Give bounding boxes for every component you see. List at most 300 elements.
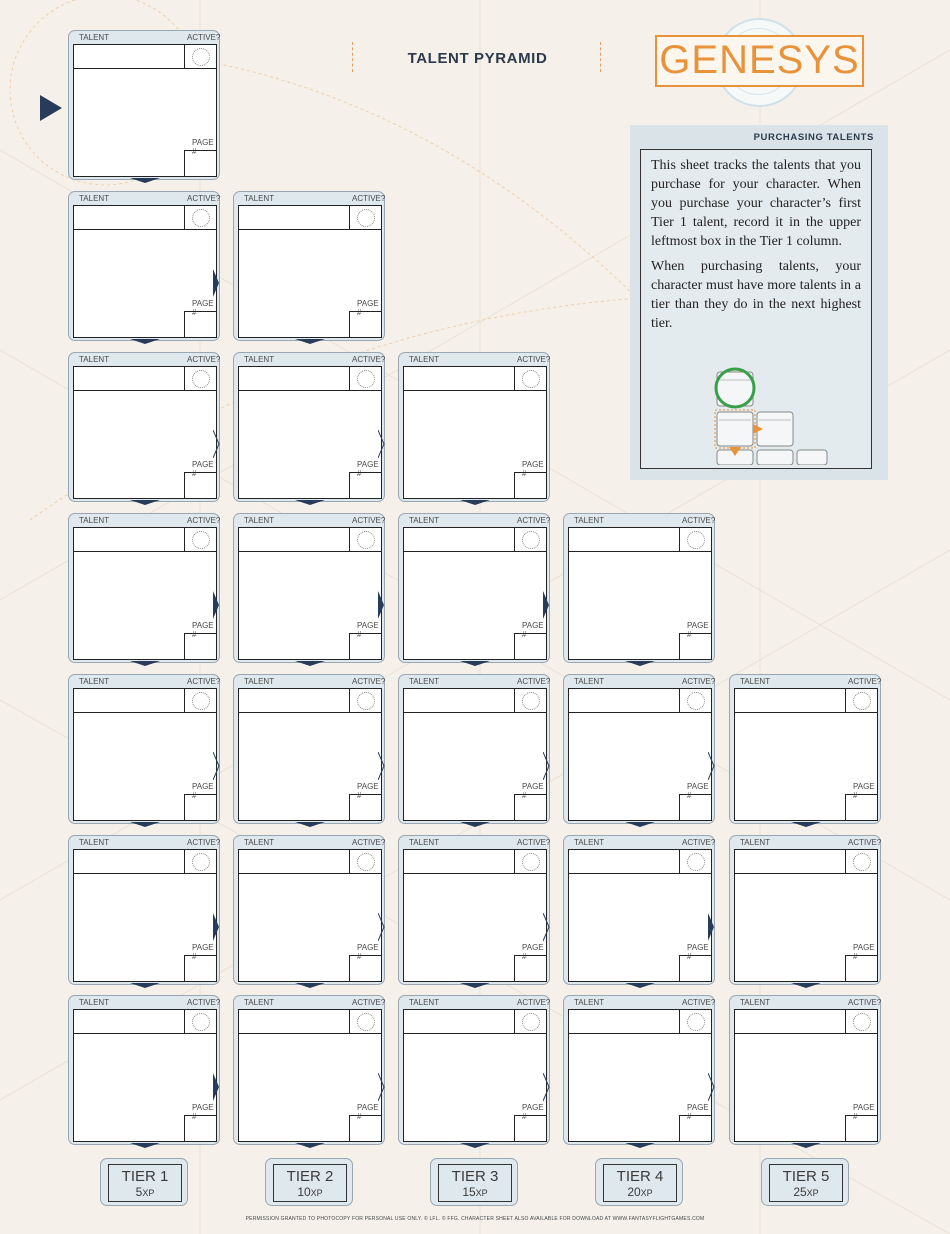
down-arrow-icon: [625, 661, 655, 666]
active-label: ACTIVE?: [352, 516, 386, 525]
down-arrow-icon: [295, 500, 325, 505]
talent-label: TALENT: [79, 838, 110, 847]
talent-label: TALENT: [740, 838, 771, 847]
card-frame: [398, 835, 550, 985]
down-arrow-icon: [130, 983, 160, 988]
talent-card[interactable]: [398, 835, 552, 987]
active-label: ACTIVE?: [352, 677, 386, 686]
page-number-field[interactable]: [184, 472, 217, 499]
talent-entry-area[interactable]: [568, 1009, 712, 1142]
active-checkbox[interactable]: [349, 367, 382, 390]
active-label: ACTIVE?: [352, 194, 386, 203]
talent-name-line: [404, 1033, 546, 1034]
active-checkbox[interactable]: [679, 689, 712, 712]
talent-card[interactable]: [729, 835, 883, 987]
card-frame: [563, 995, 715, 1145]
active-circle-icon: [853, 853, 871, 871]
active-label: ACTIVE?: [187, 677, 221, 686]
active-label: ACTIVE?: [517, 838, 551, 847]
talent-entry-area[interactable]: [568, 527, 712, 660]
page-title: TALENT PYRAMID: [407, 50, 548, 67]
active-checkbox[interactable]: [845, 850, 878, 873]
tier-tab-inner: [108, 1164, 182, 1202]
active-checkbox[interactable]: [349, 206, 382, 229]
talent-name-line: [569, 873, 711, 874]
card-frame: [68, 191, 220, 341]
tier-tab-frame: [100, 1158, 188, 1206]
active-checkbox[interactable]: [514, 1010, 547, 1033]
talent-card[interactable]: [398, 513, 552, 665]
right-arrow-outline-icon: [543, 1073, 550, 1101]
down-arrow-icon: [130, 661, 160, 666]
active-checkbox[interactable]: [184, 1010, 217, 1033]
tier-cost: [439, 1185, 511, 1199]
talent-entry-area[interactable]: [403, 1009, 547, 1142]
tier-cost: [109, 1185, 181, 1199]
talent-label: TALENT: [79, 355, 110, 364]
card-frame: [398, 513, 550, 663]
active-label: ACTIVE?: [352, 355, 386, 364]
down-arrow-icon: [460, 661, 490, 666]
page-label: PAGE #: [192, 621, 214, 639]
page-number-field[interactable]: [349, 1115, 382, 1142]
talent-entry-area[interactable]: [403, 849, 547, 982]
active-circle-icon: [357, 531, 375, 549]
down-arrow-icon: [791, 983, 821, 988]
down-arrow-icon: [460, 500, 490, 505]
active-circle-icon: [192, 853, 210, 871]
talent-label: TALENT: [740, 677, 771, 686]
talent-label: TALENT: [244, 516, 275, 525]
active-label: ACTIVE?: [682, 677, 716, 686]
tier-name: TIER 4: [616, 1168, 664, 1185]
talent-entry-area[interactable]: [734, 688, 878, 821]
talent-name-line: [239, 229, 381, 230]
active-label: ACTIVE?: [517, 516, 551, 525]
talent-name-line: [569, 1033, 711, 1034]
talent-label: TALENT: [409, 355, 440, 364]
right-arrow-outline-icon: [378, 913, 385, 941]
talent-name-line: [74, 1033, 216, 1034]
talent-entry-area[interactable]: [403, 527, 547, 660]
page-number-field[interactable]: [514, 472, 547, 499]
talent-name-line: [74, 390, 216, 391]
page-label: PAGE #: [192, 1103, 214, 1121]
card-frame: [233, 513, 385, 663]
tier-cost-unit: XP: [640, 1188, 653, 1198]
page-label: PAGE #: [687, 782, 709, 800]
talent-name-line: [239, 390, 381, 391]
talent-card[interactable]: [233, 191, 387, 343]
active-checkbox[interactable]: [845, 689, 878, 712]
talent-entry-area[interactable]: [73, 44, 217, 177]
page-number-field[interactable]: [679, 1115, 712, 1142]
talent-card[interactable]: [233, 835, 387, 987]
panel-paragraph: This sheet tracks the talents that you purchase for your character. When you purchase your character’s first Tier 1 talent, record it in the upper leftmost box in the Tier 1 column.: [651, 158, 861, 249]
talent-card[interactable]: [398, 995, 552, 1147]
card-frame: [563, 513, 715, 663]
talent-entry-area[interactable]: [73, 366, 217, 499]
active-circle-icon: [687, 1013, 705, 1031]
page-number-field[interactable]: [349, 472, 382, 499]
tier-cost-value: 5: [135, 1185, 143, 1199]
page-number-field[interactable]: [514, 633, 547, 660]
card-frame: [68, 352, 220, 502]
tier-cost: [274, 1185, 346, 1199]
talent-name-line: [74, 551, 216, 552]
talent-label: TALENT: [79, 194, 110, 203]
talent-card[interactable]: [398, 352, 552, 504]
active-label: ACTIVE?: [682, 838, 716, 847]
talent-name-line: [404, 551, 546, 552]
tier-tab-inner: [273, 1164, 347, 1202]
talent-card[interactable]: [68, 835, 222, 987]
active-checkbox[interactable]: [184, 206, 217, 229]
active-checkbox[interactable]: [514, 367, 547, 390]
logo-text: GENESYS: [659, 38, 860, 82]
talent-name-line: [735, 1033, 877, 1034]
page-label: PAGE #: [192, 299, 214, 317]
page-label: PAGE #: [192, 138, 214, 156]
talent-label: TALENT: [409, 998, 440, 1007]
active-label: ACTIVE?: [517, 355, 551, 364]
active-circle-icon: [192, 209, 210, 227]
page-number-field[interactable]: [679, 794, 712, 821]
card-frame: [729, 835, 881, 985]
active-circle-icon: [192, 1013, 210, 1031]
active-checkbox[interactable]: [349, 528, 382, 551]
page-number-field[interactable]: [514, 1115, 547, 1142]
active-label: ACTIVE?: [848, 838, 882, 847]
talent-entry-area[interactable]: [238, 205, 382, 338]
talent-entry-area[interactable]: [238, 1009, 382, 1142]
tier-tab-frame: [430, 1158, 518, 1206]
active-circle-icon: [522, 370, 540, 388]
active-circle-icon: [687, 692, 705, 710]
right-arrow-icon: [213, 591, 219, 619]
page-number-field[interactable]: [184, 633, 217, 660]
tier-label-tab: [100, 1158, 188, 1206]
page-number-field[interactable]: [349, 955, 382, 982]
talent-name-line: [239, 712, 381, 713]
talent-card[interactable]: [233, 513, 387, 665]
page-number-field[interactable]: [184, 955, 217, 982]
active-label: ACTIVE?: [682, 516, 716, 525]
active-circle-icon: [357, 209, 375, 227]
tier-cost-value: 15: [462, 1185, 476, 1199]
active-circle-icon: [192, 370, 210, 388]
talent-entry-area[interactable]: [403, 366, 547, 499]
page-number-field[interactable]: [514, 794, 547, 821]
page-label: PAGE #: [357, 1103, 379, 1121]
page-label: PAGE #: [522, 460, 544, 478]
card-frame: [233, 191, 385, 341]
right-arrow-outline-icon: [543, 913, 550, 941]
page-number-field[interactable]: [184, 311, 217, 338]
talent-entry-area[interactable]: [403, 688, 547, 821]
active-label: ACTIVE?: [187, 838, 221, 847]
talent-card[interactable]: [233, 995, 387, 1147]
talent-name-line: [239, 1033, 381, 1034]
down-arrow-icon: [460, 1143, 490, 1148]
talent-card[interactable]: [729, 674, 883, 826]
right-arrow-icon: [213, 913, 219, 941]
active-circle-icon: [357, 692, 375, 710]
active-checkbox[interactable]: [349, 1010, 382, 1033]
active-circle-icon: [357, 853, 375, 871]
talent-card[interactable]: [233, 674, 387, 826]
page-number-field[interactable]: [679, 955, 712, 982]
down-arrow-icon: [130, 822, 160, 827]
talent-name-line: [74, 873, 216, 874]
title-rule-right: [600, 42, 603, 72]
talent-entry-area[interactable]: [568, 849, 712, 982]
talent-card[interactable]: [68, 513, 222, 665]
down-arrow-icon: [130, 339, 160, 344]
tier-tab-inner: [438, 1164, 512, 1202]
talent-entry-area[interactable]: [73, 1009, 217, 1142]
page-label: PAGE #: [687, 1103, 709, 1121]
active-circle-icon: [357, 1013, 375, 1031]
page-number-field[interactable]: [184, 1115, 217, 1142]
page-label: PAGE #: [192, 943, 214, 961]
purchasing-talents-panel: [630, 125, 888, 480]
talent-card[interactable]: [68, 995, 222, 1147]
page-label: PAGE #: [192, 782, 214, 800]
right-arrow-outline-icon: [213, 752, 220, 780]
tier-label-tab: [595, 1158, 683, 1206]
page-label: PAGE #: [357, 782, 379, 800]
tier-name: TIER 3: [451, 1168, 499, 1185]
card-frame: [233, 352, 385, 502]
right-arrow-outline-icon: [708, 752, 715, 780]
talent-entry-area[interactable]: [73, 849, 217, 982]
active-checkbox[interactable]: [514, 528, 547, 551]
talent-entry-area[interactable]: [73, 205, 217, 338]
tier-name: TIER 1: [121, 1168, 169, 1185]
talent-card[interactable]: [563, 513, 717, 665]
page-number-field[interactable]: [349, 633, 382, 660]
right-arrow-icon: [378, 591, 384, 619]
tier-label-tab: [761, 1158, 849, 1206]
talent-label: TALENT: [79, 998, 110, 1007]
active-label: ACTIVE?: [187, 355, 221, 364]
active-circle-icon: [522, 1013, 540, 1031]
page-number-field[interactable]: [679, 633, 712, 660]
page-number-field[interactable]: [349, 794, 382, 821]
active-checkbox[interactable]: [184, 367, 217, 390]
down-arrow-icon: [295, 983, 325, 988]
page-label: PAGE #: [687, 943, 709, 961]
active-checkbox[interactable]: [679, 528, 712, 551]
right-arrow-icon: [213, 1073, 219, 1101]
active-checkbox[interactable]: [349, 850, 382, 873]
active-checkbox[interactable]: [184, 689, 217, 712]
talent-card[interactable]: [68, 352, 222, 504]
tier-cost-value: 20: [627, 1185, 641, 1199]
talent-label: TALENT: [79, 677, 110, 686]
down-arrow-icon: [295, 1143, 325, 1148]
active-circle-icon: [853, 1013, 871, 1031]
talent-name-line: [239, 873, 381, 874]
talent-name-line: [239, 551, 381, 552]
right-arrow-outline-icon: [543, 752, 550, 780]
tier-name: TIER 5: [782, 1168, 830, 1185]
talent-entry-area[interactable]: [238, 849, 382, 982]
talent-entry-area[interactable]: [734, 1009, 878, 1142]
right-arrow-outline-icon: [378, 752, 385, 780]
card-frame: [398, 995, 550, 1145]
active-label: ACTIVE?: [187, 998, 221, 1007]
page-number-field[interactable]: [845, 1115, 878, 1142]
active-circle-icon: [853, 692, 871, 710]
right-arrow-icon: [213, 269, 219, 297]
talent-label: TALENT: [574, 998, 605, 1007]
down-arrow-icon: [295, 822, 325, 827]
active-label: ACTIVE?: [352, 998, 386, 1007]
active-circle-icon: [192, 48, 210, 66]
talent-card[interactable]: [563, 674, 717, 826]
talent-label: TALENT: [574, 838, 605, 847]
page-label: PAGE #: [853, 782, 875, 800]
talent-name-line: [735, 712, 877, 713]
down-arrow-icon: [625, 1143, 655, 1148]
talent-card[interactable]: [729, 995, 883, 1147]
card-frame: [68, 835, 220, 985]
talent-label: TALENT: [244, 355, 275, 364]
card-frame: [233, 674, 385, 824]
talent-label: TALENT: [409, 677, 440, 686]
down-arrow-icon: [460, 822, 490, 827]
page-number-field[interactable]: [845, 955, 878, 982]
active-label: ACTIVE?: [848, 677, 882, 686]
active-checkbox[interactable]: [184, 45, 217, 68]
active-circle-icon: [687, 853, 705, 871]
card-frame: [729, 995, 881, 1145]
talent-name-line: [74, 229, 216, 230]
active-label: ACTIVE?: [517, 998, 551, 1007]
page-label: PAGE #: [357, 943, 379, 961]
tier-label-tab: [430, 1158, 518, 1206]
talent-card[interactable]: [68, 674, 222, 826]
card-frame: [68, 674, 220, 824]
page-label: PAGE #: [853, 1103, 875, 1121]
down-arrow-icon: [130, 1143, 160, 1148]
active-checkbox[interactable]: [349, 689, 382, 712]
active-circle-icon: [522, 531, 540, 549]
page-label: PAGE #: [357, 460, 379, 478]
tier-tab-frame: [761, 1158, 849, 1206]
page-label: PAGE #: [522, 621, 544, 639]
page-number-field[interactable]: [349, 311, 382, 338]
active-label: ACTIVE?: [187, 33, 221, 42]
talent-card[interactable]: [563, 835, 717, 987]
tier-label-tab: [265, 1158, 353, 1206]
active-circle-icon: [192, 692, 210, 710]
page-label: PAGE #: [357, 621, 379, 639]
tier-cost-unit: XP: [475, 1188, 488, 1198]
talent-card[interactable]: [233, 352, 387, 504]
active-label: ACTIVE?: [352, 838, 386, 847]
down-arrow-icon: [130, 500, 160, 505]
active-label: ACTIVE?: [682, 998, 716, 1007]
example-diagram-icon: [711, 360, 831, 465]
down-arrow-icon: [295, 661, 325, 666]
page-number-field[interactable]: [184, 794, 217, 821]
talent-card[interactable]: [563, 995, 717, 1147]
talent-label: TALENT: [740, 998, 771, 1007]
down-arrow-icon: [791, 1143, 821, 1148]
right-arrow-icon: [543, 591, 549, 619]
card-frame: [398, 674, 550, 824]
talent-entry-area[interactable]: [73, 527, 217, 660]
talent-name-line: [735, 873, 877, 874]
active-circle-icon: [522, 853, 540, 871]
tier-cost: [604, 1185, 676, 1199]
talent-entry-area[interactable]: [734, 849, 878, 982]
page-label: PAGE #: [522, 1103, 544, 1121]
down-arrow-icon: [791, 822, 821, 827]
page-number-field[interactable]: [514, 955, 547, 982]
active-checkbox[interactable]: [679, 1010, 712, 1033]
talent-entry-area[interactable]: [73, 688, 217, 821]
active-checkbox[interactable]: [184, 850, 217, 873]
active-checkbox[interactable]: [514, 850, 547, 873]
card-frame: [68, 30, 220, 180]
active-label: ACTIVE?: [517, 677, 551, 686]
down-arrow-icon: [130, 178, 160, 183]
page-label: PAGE #: [853, 943, 875, 961]
page-number-field[interactable]: [845, 794, 878, 821]
talent-label: TALENT: [409, 516, 440, 525]
tier-cost: [770, 1185, 842, 1199]
talent-entry-area[interactable]: [568, 688, 712, 821]
tier-tab-frame: [595, 1158, 683, 1206]
tier-cost-unit: XP: [142, 1188, 155, 1198]
active-checkbox[interactable]: [184, 528, 217, 551]
tier-cost-unit: XP: [806, 1188, 819, 1198]
active-label: ACTIVE?: [187, 516, 221, 525]
page-number-field[interactable]: [184, 150, 217, 177]
card-frame: [729, 674, 881, 824]
talent-entry-area[interactable]: [238, 688, 382, 821]
talent-name-line: [404, 873, 546, 874]
talent-name-line: [569, 551, 711, 552]
talent-entry-area[interactable]: [238, 527, 382, 660]
talent-name-line: [569, 712, 711, 713]
right-arrow-outline-icon: [213, 430, 220, 458]
talent-card[interactable]: [68, 30, 222, 182]
card-frame: [563, 674, 715, 824]
talent-card[interactable]: [68, 191, 222, 343]
page-label: PAGE #: [522, 943, 544, 961]
active-circle-icon: [357, 370, 375, 388]
talent-label: TALENT: [574, 516, 605, 525]
active-circle-icon: [192, 531, 210, 549]
down-arrow-icon: [460, 983, 490, 988]
talent-card[interactable]: [398, 674, 552, 826]
genesys-logo: [655, 35, 864, 87]
talent-label: TALENT: [244, 194, 275, 203]
active-checkbox[interactable]: [845, 1010, 878, 1033]
right-arrow-outline-icon: [378, 1073, 385, 1101]
tier-tab-frame: [265, 1158, 353, 1206]
active-checkbox[interactable]: [514, 689, 547, 712]
right-arrow-outline-icon: [708, 1073, 715, 1101]
active-checkbox[interactable]: [679, 850, 712, 873]
tier-name: TIER 2: [286, 1168, 334, 1185]
talent-entry-area[interactable]: [238, 366, 382, 499]
